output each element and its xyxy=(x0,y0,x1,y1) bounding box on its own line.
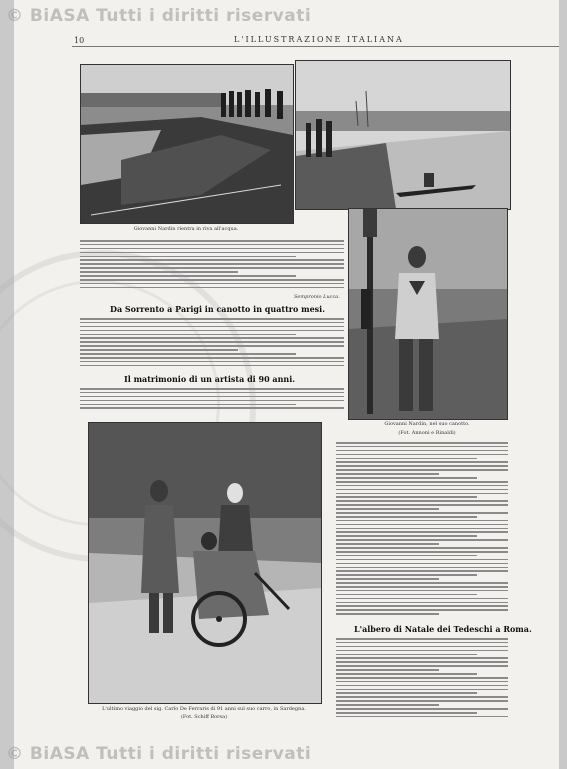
text-line xyxy=(336,650,508,652)
text-line xyxy=(80,353,296,355)
text-column-albero xyxy=(336,638,508,720)
caption-top-photo: Giovanni Nardin rientra in riva all'acqua. xyxy=(133,226,239,232)
text-line xyxy=(336,485,508,487)
text-line xyxy=(336,708,508,710)
text-line xyxy=(80,259,344,261)
text-line xyxy=(336,516,477,518)
heading-albero-natale: L'albero di Natale dei Tedeschi a Roma. xyxy=(354,624,532,634)
text-line xyxy=(80,283,344,285)
text-line xyxy=(336,567,508,569)
text-line xyxy=(336,512,508,514)
text-line xyxy=(336,669,439,671)
text-line xyxy=(336,574,477,576)
text-line xyxy=(336,586,508,588)
text-line xyxy=(336,689,508,691)
text-line xyxy=(80,240,344,242)
heading-matrimonio: Il matrimonio di un artista di 90 anni. xyxy=(124,374,296,384)
text-line xyxy=(336,520,508,522)
text-line xyxy=(336,465,508,467)
text-line xyxy=(336,661,508,663)
text-line xyxy=(336,555,477,557)
text-line xyxy=(336,677,508,679)
text-line xyxy=(80,267,344,269)
text-line xyxy=(336,543,439,545)
text-line xyxy=(336,458,477,460)
text-line xyxy=(336,539,508,541)
text-line xyxy=(336,504,508,506)
text-line xyxy=(80,349,238,351)
text-line xyxy=(336,461,508,463)
text-line xyxy=(80,322,344,324)
text-line xyxy=(80,400,344,402)
text-line xyxy=(336,493,508,495)
text-line xyxy=(336,590,508,592)
newspaper-page xyxy=(14,0,559,769)
text-line xyxy=(80,279,344,281)
text-line xyxy=(80,357,344,359)
watermark-bottom: © BiASA Tutti i diritti riservati xyxy=(6,744,312,764)
text-line xyxy=(336,496,477,498)
text-line xyxy=(336,657,508,659)
text-line xyxy=(336,547,508,549)
text-line xyxy=(80,330,344,332)
text-line xyxy=(336,598,508,600)
page-number: 10 xyxy=(74,36,85,45)
text-line xyxy=(336,696,508,698)
header-rule xyxy=(72,46,559,47)
text-line xyxy=(336,489,508,491)
text-line xyxy=(80,287,344,289)
text-column-intro xyxy=(80,240,344,294)
text-line xyxy=(336,551,508,553)
text-line xyxy=(336,646,508,648)
text-line xyxy=(336,508,439,510)
text-line xyxy=(80,271,238,273)
caption-bottom-photo-1: L'ultimo viaggio del sig. Carlo De Ferraris di 91 anni sul suo carro, in Sardegna. xyxy=(102,706,306,712)
text-column-sorrento xyxy=(80,318,344,370)
photo-rower-portrait xyxy=(348,208,508,420)
text-line xyxy=(336,609,508,611)
text-line xyxy=(336,602,508,604)
text-line xyxy=(336,535,477,537)
text-line xyxy=(336,642,508,644)
text-line xyxy=(80,388,344,390)
text-line xyxy=(336,570,508,572)
text-line xyxy=(336,481,508,483)
text-line xyxy=(336,654,477,656)
photo-elderly-wheelchair xyxy=(88,422,322,704)
caption-right-photo-2: (Fot. Annoni e Rinaldi) xyxy=(398,430,456,436)
text-line xyxy=(336,638,508,640)
text-line xyxy=(80,248,344,250)
text-line xyxy=(80,252,344,254)
text-line xyxy=(80,337,344,339)
text-line xyxy=(336,716,508,718)
text-line xyxy=(336,442,508,444)
photo-riverbank xyxy=(80,64,294,224)
text-line xyxy=(336,500,508,502)
article-signature: Sempronio Lucca. xyxy=(294,294,340,300)
text-column-right xyxy=(336,442,508,620)
text-line xyxy=(80,318,344,320)
text-line xyxy=(80,244,344,246)
text-line xyxy=(336,578,439,580)
text-line xyxy=(336,665,508,667)
text-line xyxy=(80,404,296,406)
text-line xyxy=(80,263,344,265)
text-line xyxy=(80,361,344,363)
text-line xyxy=(80,407,344,409)
text-line xyxy=(336,531,508,533)
caption-bottom-photo-2: (Fot. Schiff Borsa) xyxy=(180,714,228,720)
text-line xyxy=(336,524,508,526)
text-line xyxy=(80,334,296,336)
text-line xyxy=(336,681,508,683)
photo-canal-canoe xyxy=(295,60,511,210)
text-line xyxy=(336,469,508,471)
text-line xyxy=(336,582,508,584)
text-line xyxy=(80,256,296,258)
text-line xyxy=(336,563,508,565)
text-line xyxy=(336,559,508,561)
text-line xyxy=(336,454,508,456)
text-line xyxy=(336,685,508,687)
text-line xyxy=(80,392,344,394)
text-line xyxy=(80,365,344,367)
text-line xyxy=(336,704,439,706)
text-column-matrimonio xyxy=(80,388,344,412)
text-line xyxy=(336,673,477,675)
text-line xyxy=(336,605,508,607)
text-line xyxy=(336,450,508,452)
text-line xyxy=(80,275,296,277)
text-line xyxy=(336,692,477,694)
text-line xyxy=(336,446,508,448)
text-line xyxy=(80,341,344,343)
text-line xyxy=(336,700,508,702)
text-line xyxy=(80,396,344,398)
text-line xyxy=(336,712,477,714)
text-line xyxy=(336,477,477,479)
text-line xyxy=(80,345,344,347)
text-line xyxy=(336,473,439,475)
caption-right-photo-1: Giovanni Nardin, nel suo canotto. xyxy=(384,421,470,427)
watermark-top: © BiASA Tutti i diritti riservati xyxy=(6,6,312,26)
heading-sorrento-parigi: Da Sorrento a Parigi in canotto in quattro mesi. xyxy=(110,304,325,314)
text-line xyxy=(336,613,439,615)
text-line xyxy=(336,528,508,530)
text-line xyxy=(80,326,344,328)
running-title: L'ILLUSTRAZIONE ITALIANA xyxy=(234,35,404,44)
text-line xyxy=(336,594,477,596)
